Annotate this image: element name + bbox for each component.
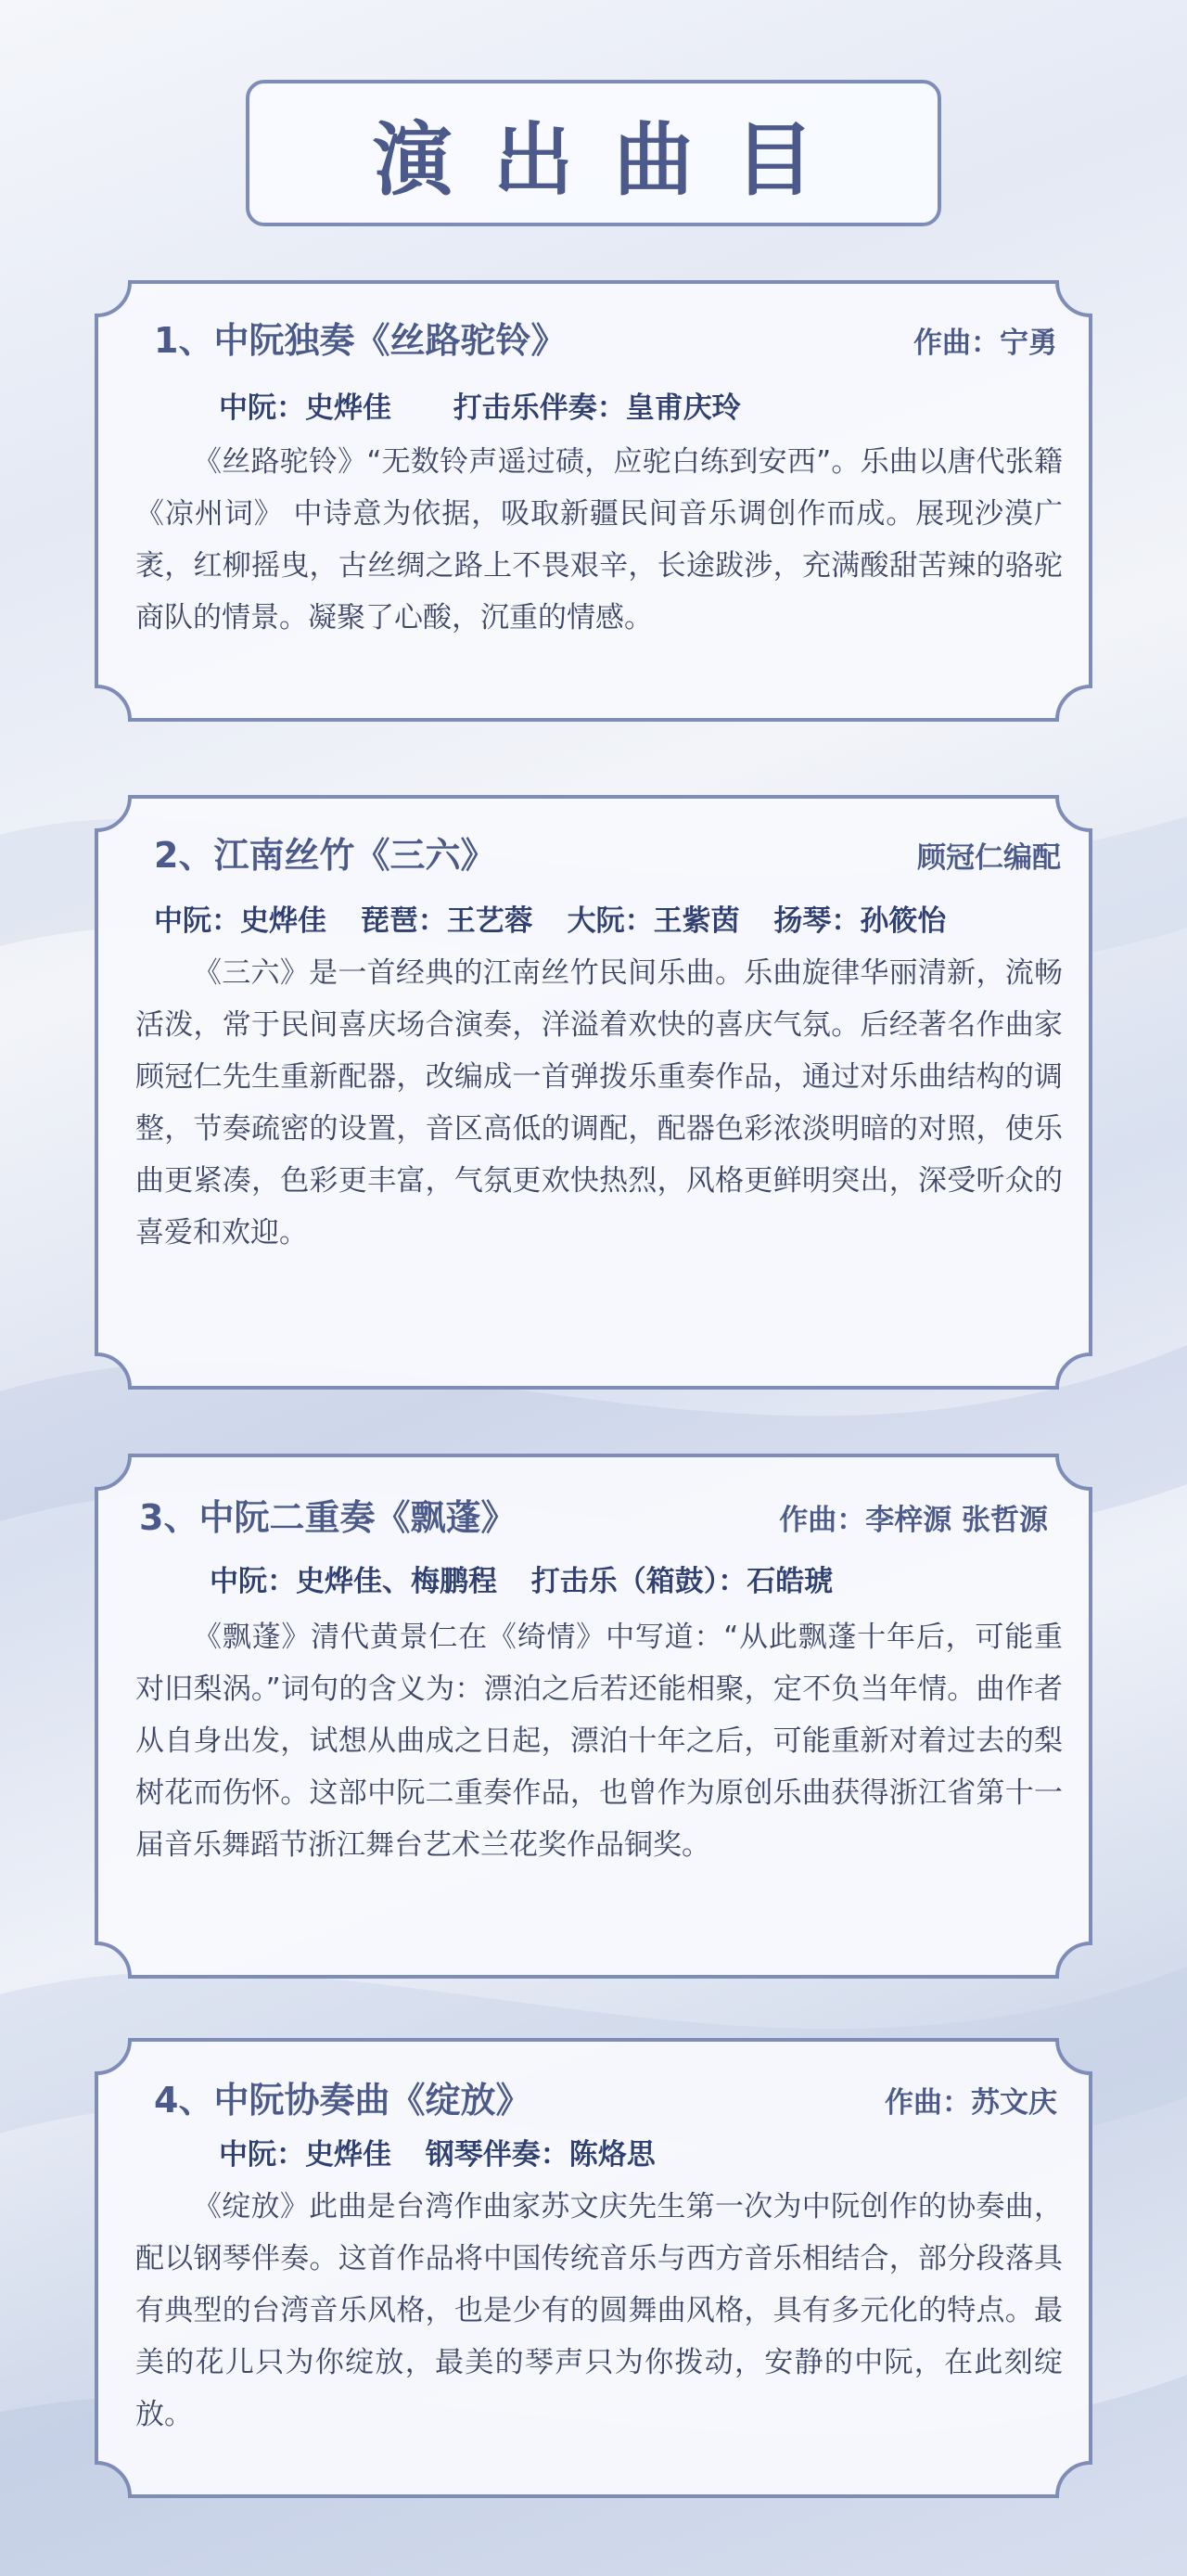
- performer: 中阮：史烨佳: [219, 391, 391, 425]
- performer: 打击乐（箱鼓）：石皓琥: [530, 1565, 834, 1598]
- performer-list: [219, 2131, 680, 2172]
- page-title: 演出曲目: [373, 114, 855, 207]
- program-card-4: [93, 2036, 1094, 2500]
- performer: 琵琶：王艺蓉: [360, 904, 533, 938]
- piece-credit: 作曲：李梓源 张哲源: [779, 1504, 1048, 1537]
- piece-credit: 作曲：苏文庆: [885, 2086, 1057, 2120]
- performer: 中阮：史烨佳: [219, 2138, 391, 2172]
- piece-description: 《飘蓬》清代黄景仁在《绮情》中写道：“从此飘蓬十年后，可能重对旧梨涡。”词句的含义为：漂泊之后若还能相聚，定不负当年情。曲作者从自身出发，试想从曲成之日起，漂泊十年之后，可能重新对着过去的梨树花而伤怀。这部中阮二重奏作品，也曾作为原创乐曲获得浙江省第十一届音乐舞蹈节浙江舞台艺术兰花奖作品铜奖。: [135, 1621, 1063, 1862]
- performer-list: [219, 384, 765, 426]
- piece-credit: 作曲：宁勇: [913, 327, 1057, 360]
- piece-description: 《绽放》此曲是台湾作曲家苏文庆先生第一次为中阮创作的协奏曲，配以钢琴伴奏。这首作品将中国传统音乐与西方音乐相结合，部分段落具有典型的台湾音乐风格，也是少有的圆舞曲风格，具有多元化的特点。最美的花儿只为你绽放，最美的琴声只为你拨动，安静的中阮，在此刻绽放。: [135, 2190, 1063, 2431]
- page-title-box: [246, 80, 941, 226]
- performer: 扬琴：孙筱怡: [773, 904, 947, 938]
- program-card-1: [93, 278, 1094, 724]
- performer-list: [154, 897, 970, 939]
- piece-title: 2、江南丝竹《三六》: [154, 835, 496, 876]
- performer: 钢琴伴奏：陈烙思: [425, 2138, 656, 2172]
- performer: 打击乐伴奏：皇甫庆玲: [453, 391, 741, 425]
- piece-title: 1、中阮独奏《丝路驼铃》: [154, 320, 567, 361]
- piece-title: 3、中阮二重奏《飘蓬》: [139, 1497, 517, 1538]
- program-card-2: [93, 793, 1094, 1391]
- program-card-3: [93, 1452, 1094, 1980]
- performer: 大阮：王紫茵: [567, 904, 740, 938]
- performer: 中阮：史烨佳、梅鹏程: [210, 1565, 497, 1598]
- piece-title: 4、中阮协奏曲《绽放》: [154, 2080, 531, 2121]
- piece-description: 《三六》是一首经典的江南丝竹民间乐曲。乐曲旋律华丽清新，流畅活泼，常于民间喜庆场合演奏，洋溢着欢快的喜庆气氛。后经著名作曲家顾冠仁先生重新配器，改编成一首弹拨乐重奏作品，通过对乐曲结构的调整，节奏疏密的设置，音区高低的调配，配器色彩浓淡明暗的对照，使乐曲更紧凑，色彩更丰富，气氛更欢快热烈，风格更鲜明突出，深受听众的喜爱和欢迎。: [135, 956, 1063, 1250]
- performer: 中阮：史烨佳: [154, 904, 326, 938]
- piece-credit: 顾冠仁编配: [917, 841, 1061, 875]
- performer-list: [210, 1557, 857, 1599]
- piece-description: 《丝路驼铃》“无数铃声遥过碛，应驼白练到安西”。乐曲以唐代张籍《凉州词》 中诗意为依据，吸取新疆民间音乐调创作而成。展现沙漠广袤，红柳摇曳，古丝绸之路上不畏艰辛，长途跋涉，充满酸甜苦辣的骆驼商队的情景。凝聚了心酸，沉重的情感。: [135, 445, 1063, 634]
